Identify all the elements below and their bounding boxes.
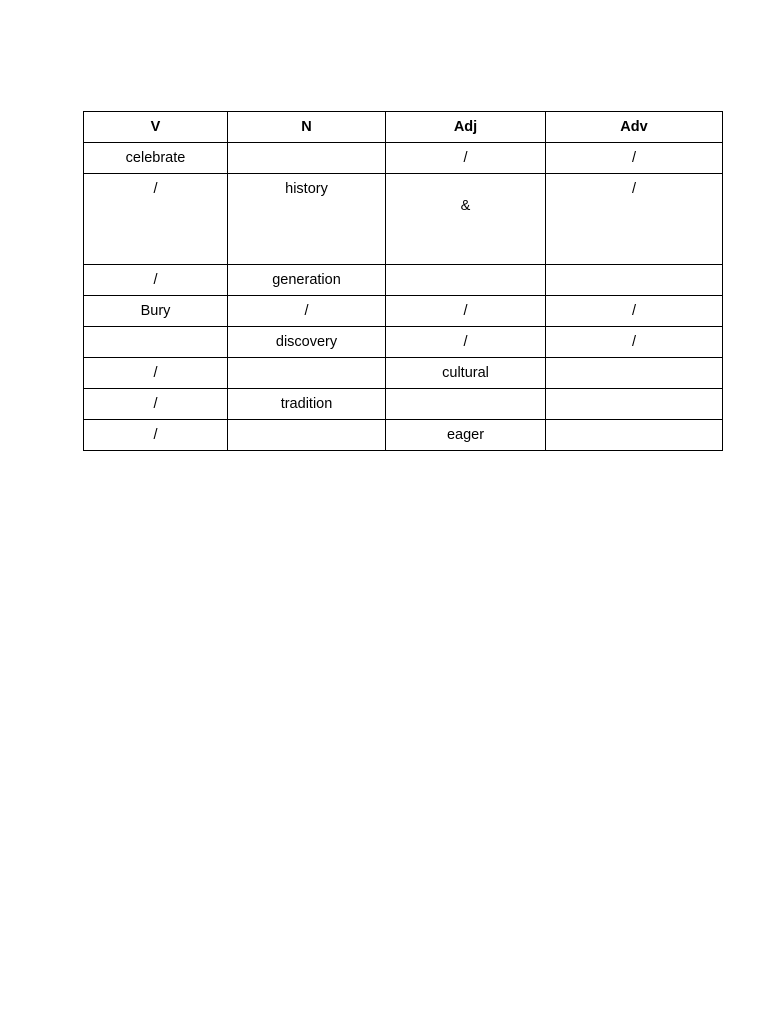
table-cell [546,265,723,296]
table-cell: celebrate [84,143,228,174]
table-row [84,327,723,358]
table-row [84,420,723,451]
table-cell: / [546,143,723,174]
table-row [84,174,723,265]
table-cell [228,143,386,174]
table-cell: / [546,296,723,327]
table-cell: / [546,327,723,358]
table-row [84,358,723,389]
table-cell [228,358,386,389]
table-cell: / [386,296,546,327]
table-cell [546,358,723,389]
table-cell: / [84,174,228,265]
table-cell [228,420,386,451]
header-noun: N [228,112,386,143]
table-cell: discovery [228,327,386,358]
table-cell: / [84,420,228,451]
table-cell: generation [228,265,386,296]
table-cell [546,389,723,420]
table-cell: / [228,296,386,327]
table-cell: / [84,358,228,389]
table-cell [84,327,228,358]
table-cell: & [386,174,546,265]
header-adjective: Adj [386,112,546,143]
table-cell [386,265,546,296]
header-verb: V [84,112,228,143]
table-cell: eager [386,420,546,451]
table-cell [386,389,546,420]
table-header-row [84,112,723,143]
table-cell: / [84,265,228,296]
table-cell: cultural [386,358,546,389]
table-cell [546,420,723,451]
table-row [84,265,723,296]
header-adverb: Adv [546,112,723,143]
table-cell: Bury [84,296,228,327]
word-forms-table [83,111,723,451]
table-row [84,143,723,174]
table-row [84,296,723,327]
table-cell: tradition [228,389,386,420]
table-cell: / [386,327,546,358]
table-cell: / [84,389,228,420]
table-cell: / [546,174,723,265]
table-row [84,389,723,420]
table-cell: / [386,143,546,174]
table-cell: history [228,174,386,265]
